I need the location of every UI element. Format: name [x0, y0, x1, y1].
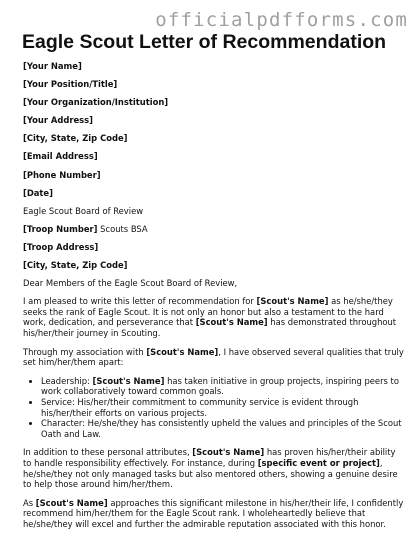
sender-organization: [Your Organization/Institution] — [23, 97, 169, 108]
text-run: I am pleased to write this letter of recommendation for — [23, 296, 257, 307]
text-run: has demonstrated throughout his/her/their journey in Scouting. — [23, 317, 397, 338]
scout-name-placeholder: [Scout's Name] — [256, 296, 329, 307]
paragraph-intro — [23, 296, 404, 338]
scout-name-placeholder: [Scout's Name] — [92, 375, 165, 386]
text-run: Leadership: — [41, 375, 93, 386]
letter-date: [Date] — [23, 187, 53, 198]
text-run: Character: He/she/they has consistently upheld the values and principles of the Scout Oath and Law. — [41, 418, 402, 439]
list-item — [41, 397, 404, 418]
recipient-board: Eagle Scout Board of Review — [23, 205, 144, 216]
text-run: In addition to these personal attributes, — [23, 447, 193, 458]
recipient-city-state-zip: [City, State, Zip Code] — [23, 260, 128, 271]
text-run: has taken initiative in group projects, inspiring peers to work collaboratively toward common goals. — [41, 375, 399, 397]
scout-name-placeholder: [Scout's Name] — [192, 447, 265, 458]
scout-name-placeholder: [Scout's Name] — [195, 317, 268, 328]
recipient-troop — [23, 224, 404, 235]
scout-name-placeholder: [Scout's Name] — [146, 346, 219, 357]
text-run: , I have observed several qualities that truly set him/her/them apart: — [23, 346, 404, 368]
text-run: , he/she/they not only managed tasks but also mentored others, showing a genuine desire to help those around him/her/them. — [23, 457, 398, 490]
letter-body — [23, 61, 404, 538]
list-item — [41, 376, 404, 397]
sender-name: [Your Name] — [23, 61, 82, 71]
sender-position: [Your Position/Title] — [23, 79, 118, 90]
text-run: has proven his/her/their ability to handle responsibility effectively. For instance, during — [23, 447, 396, 468]
sender-address: [Your Address] — [23, 115, 93, 126]
sender-phone: [Phone Number] — [23, 169, 101, 180]
text-run: As — [23, 497, 36, 508]
paragraph-closing — [23, 498, 404, 530]
troop-address: [Troop Address] — [23, 241, 99, 252]
page-title: Eagle Scout Letter of Recommendation — [22, 31, 387, 53]
qualities-list — [23, 376, 404, 440]
sender-email: [Email Address] — [23, 151, 98, 162]
list-item — [41, 418, 404, 439]
text-run: Service: His/her/their commitment to community service is evident through his/her/their efforts on various projects. — [41, 396, 359, 418]
paragraph-attributes — [23, 447, 404, 489]
troop-number: [Troop Number] — [23, 223, 98, 234]
watermark: officialpdfforms.com — [155, 9, 408, 31]
event-placeholder: [specific event or project] — [257, 457, 380, 468]
text-run: Through my association with — [23, 346, 147, 357]
salutation: Dear Members of the Eagle Scout Board of Review, — [23, 278, 238, 289]
sender-city-state-zip: [City, State, Zip Code] — [23, 133, 128, 144]
text-run: as he/she/they seeks the rank of Eagle Scout. It is not only an honor but also a testament to the hard work, dedication, and perseverance that — [23, 296, 393, 328]
scout-name-placeholder: [Scout's Name] — [35, 497, 108, 508]
paragraph-qualities — [23, 347, 404, 368]
text-run: approaches this significant milestone in his/her/their life, I confidently recommend him/her/them for the Eagle Scout rank. I wholeheartedly believe that he/she/they will excel and further the admirable reputation associated with this honor. — [23, 497, 404, 529]
troop-suffix: Scouts BSA — [97, 223, 148, 234]
